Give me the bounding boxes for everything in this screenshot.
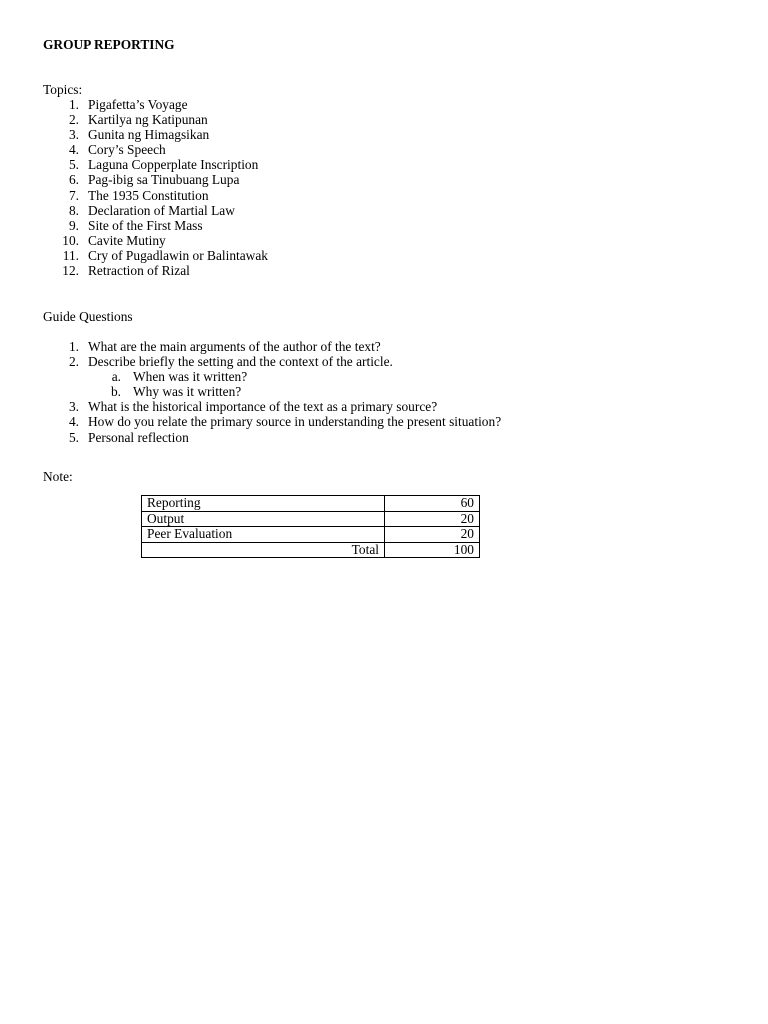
topic-text: Cory’s Speech — [88, 142, 166, 158]
table-row — [142, 527, 480, 543]
criterion-points: 20 — [385, 527, 480, 543]
topic-number: 5. — [68, 157, 79, 173]
topic-number: 4. — [68, 142, 79, 158]
subquestion-letter: b. — [110, 384, 121, 400]
topic-text: Laguna Copperplate Inscription — [88, 157, 259, 173]
question-number: 1. — [68, 339, 79, 354]
topic-number: 3. — [68, 127, 79, 143]
topic-text: Declaration of Martial Law — [88, 202, 235, 218]
topic-number: 8. — [68, 202, 79, 218]
topic-text: Pag-ibig sa Tinubuang Lupa — [88, 172, 240, 188]
topic-number: 10. — [62, 232, 79, 248]
document-title: GROUP REPORTING — [43, 37, 175, 52]
subquestion-text: When was it written? — [133, 369, 248, 385]
topic-text: Retraction of Rizal — [88, 263, 190, 279]
topic-number: 2. — [68, 112, 79, 128]
criterion-points: 60 — [385, 496, 480, 512]
topic-text: Site of the First Mass — [88, 217, 203, 233]
criterion-points: 20 — [385, 511, 480, 527]
topic-number: 7. — [68, 187, 79, 203]
subquestion-text: Why was it written? — [133, 384, 242, 400]
topic-text: The 1935 Constitution — [88, 187, 209, 203]
criterion-name: Peer Evaluation — [142, 527, 385, 543]
topic-text: Pigafetta’s Voyage — [88, 97, 188, 112]
question-text: How do you relate the primary source in understanding the present situation? — [88, 414, 502, 430]
grading-table — [141, 495, 480, 558]
criterion-name: Reporting — [142, 496, 385, 512]
topic-text: Kartilya ng Katipunan — [88, 112, 208, 128]
topic-number: 9. — [68, 217, 79, 233]
question-text: Describe briefly the setting and the context of the article. — [88, 354, 393, 370]
topic-text: Gunita ng Himagsikan — [88, 127, 210, 143]
total-points: 100 — [385, 542, 480, 558]
table-total-row — [142, 542, 480, 558]
question-text: What is the historical importance of the text as a primary source? — [88, 399, 438, 415]
topics-label: Topics: — [43, 82, 83, 97]
topic-number: 1. — [68, 97, 79, 112]
total-label: Total — [142, 542, 385, 558]
question-number: 4. — [68, 414, 79, 430]
subquestion-letter: a. — [111, 369, 121, 385]
topic-text: Cavite Mutiny — [88, 232, 166, 248]
question-number: 3. — [68, 399, 79, 415]
note-label: Note: — [43, 469, 73, 484]
topic-number: 12. — [62, 263, 79, 279]
question-number: 5. — [68, 429, 79, 445]
question-text: Personal reflection — [88, 429, 189, 445]
criterion-name: Output — [142, 511, 385, 527]
table-row — [142, 496, 480, 512]
question-text: What are the main arguments of the author of the text? — [88, 339, 381, 354]
topic-number: 11. — [62, 247, 79, 263]
topic-text: Cry of Pugadlawin or Balintawak — [88, 247, 268, 263]
topic-number: 6. — [68, 172, 79, 188]
question-number: 2. — [68, 354, 79, 370]
guide-questions-label: Guide Questions — [43, 309, 133, 324]
table-row — [142, 511, 480, 527]
